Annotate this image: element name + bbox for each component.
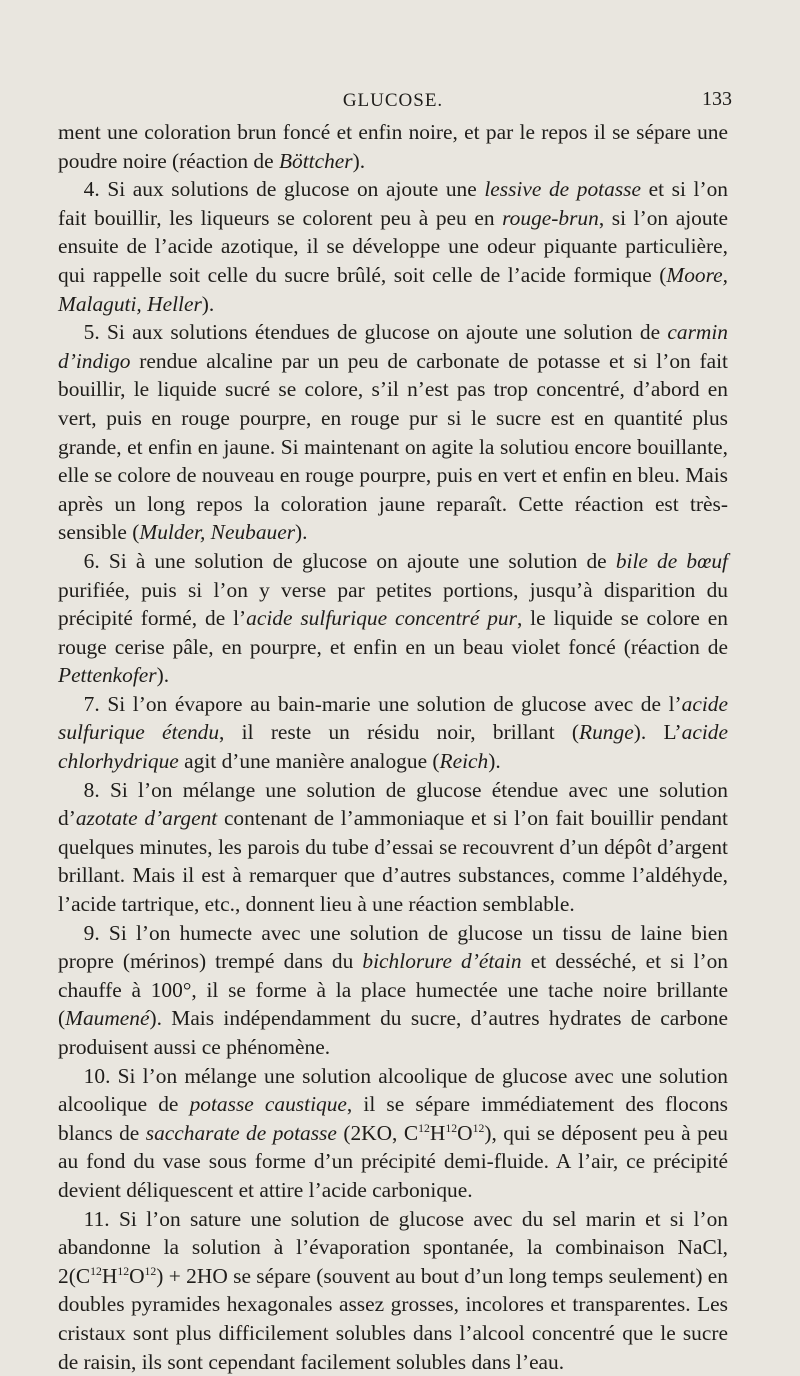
superscript: 12 (445, 1121, 458, 1135)
italic-text: acide chlorhydrique (58, 720, 728, 774)
text-run: 5. Si aux solutions étendues de glucose on ajoute une solution de (83, 320, 668, 345)
italic-text: saccharate de potasse (145, 1120, 337, 1145)
text-run: 6. Si à une solution de glucose on ajoute une solution de (83, 548, 616, 573)
text-run: ). L’ (633, 720, 682, 745)
text-run: , il se sépare immédiatement des flocons blancs de (58, 1092, 729, 1145)
text-run: ). (295, 520, 308, 545)
paragraph (58, 547, 728, 690)
paragraph (58, 919, 728, 1062)
italic-text: carmin d’indigo (58, 320, 728, 373)
text-run: ), qui se déposent peu à peu au fond du vase sous forme d’un précipité demi-fluide. A l’air, ce précipité devient déliquescent et attire l’acide carbonique. (58, 1120, 729, 1202)
superscript: 12 (90, 1264, 102, 1278)
italic-text: bichlorure d’étain (362, 949, 522, 974)
text-run: ). (201, 291, 215, 316)
text-run: , le liquide se colore en rouge cerise pâle, en pourpre, et enfin en un beau violet foncé (réaction de (58, 606, 729, 659)
text-run: et si l’on fait bouillir, les liqueurs se colorent peu à peu en (58, 177, 728, 230)
page-header (58, 0, 732, 118)
paragraph (58, 118, 728, 175)
paragraph (58, 776, 728, 919)
italic-text: Maumené (65, 1006, 150, 1031)
italic-text: Runge (579, 720, 634, 745)
paragraph (58, 175, 728, 318)
italic-text: lessive de potasse (484, 177, 641, 202)
text-run: agit d’une manière analogue ( (178, 749, 440, 774)
text-run: H (429, 1120, 446, 1145)
superscript: 12 (472, 1121, 485, 1135)
superscript: 12 (418, 1121, 430, 1135)
text-run: et desséché, et si l’on chauffe à 100°, il se forme à la place humectée une tache noire brillante ( (58, 949, 729, 1031)
paragraph (58, 690, 728, 776)
text-run: H (101, 1263, 118, 1288)
italic-text: Reich (439, 749, 489, 774)
paragraph (58, 318, 728, 547)
italic-text: Pettenkofer (58, 663, 157, 688)
superscript: 12 (117, 1264, 130, 1278)
text-run: purifiée, puis si l’on y verse par petites portions, jusqu’à disparition du précipité formé, de l’ (58, 577, 728, 631)
running-title: GLUCOSE. (342, 90, 444, 111)
italic-text: Böttcher (278, 148, 353, 173)
text-run: rendue alcaline par un peu de carbonate de potasse et si l’on fait bouillir, le liquide sucré se colore, s’il n’est pas trop concentré, d’abord en vert, puis en rouge pourpre, en rouge pur si le sucre est en quantité plus grande, et enfin en jaune. Si maintenant on agite la solutiou encore bouillante, elle se colore de nouveau en rouge pourpre, puis en vert et enfin en bleu. Mais après un long repos la coloration jaune reparaît. Cette réaction est très-sensible ( (58, 348, 728, 545)
text-run: ) + 2HO se sépare (souvent au bout d’un long temps seulement) en doubles pyramides hexagonales assez grosses, incolores et transparentes. Les cristaux sont plus difficilement solubles dans l’alcool concentré que le sucre de raisin, ils sont cependant facilement solubles dans l’eau. (58, 1263, 728, 1374)
text-run: ). (156, 663, 170, 688)
text-run: contenant de l’ammoniaque et si l’on fait bouillir pendant quelques minutes, les parois du tube d’essai se recouvrent d’un dépôt d’argent brillant. Mais il est à remarquer que d’autres substances, comme l’aldéhyde, l’acide tartrique, etc., donnent lieu à une réaction semblable. (58, 806, 728, 917)
italic-text: Moore, Malaguti, Heller (58, 262, 728, 316)
superscript: 12 (144, 1264, 157, 1278)
text-run: O (457, 1120, 473, 1145)
paragraph (58, 1205, 728, 1376)
text-run: ). (488, 749, 501, 774)
body-text (58, 118, 728, 1376)
text-run: 10. Si l’on mélange une solution alcoolique de glucose avec une solution alcoolique de (58, 1063, 728, 1117)
text-run: 4. Si aux solutions de glucose on ajoute une (83, 177, 485, 202)
text-run: , il reste un résidu noir, brillant ( (219, 720, 580, 745)
page-number: 133 (702, 88, 732, 110)
text-run: 9. Si l’on humecte avec une solution de glucose un tissu de laine bien propre (mérinos) trempé dans du (58, 920, 728, 974)
italic-text: azotate d’argent (75, 806, 218, 831)
italic-text: Mulder, Neubauer (139, 520, 296, 545)
text-run: ). Mais indépendamment du sucre, d’autres hydrates de carbone produisent aussi ce phénomène. (58, 1006, 728, 1059)
italic-text: acide sulfurique concentré pur (246, 606, 517, 631)
italic-text: bile de bœuf (615, 548, 728, 573)
italic-text: rouge-brun (502, 205, 599, 230)
text-run: 7. Si l’on évapore au bain-marie une solution de glucose avec de l’ (83, 691, 682, 716)
italic-text: potasse caustique (189, 1092, 347, 1117)
text-run: , si l’on ajoute ensuite de l’acide azotique, il se développe une odeur piquante particulière, qui rappelle soit celle du sucre brûlé, soit celle de l’acide formique ( (58, 205, 728, 287)
text-run: 8. Si l’on mélange une solution de glucose étendue avec une solution d’ (58, 777, 728, 831)
text-run: 11. Si l’on sature une solution de glucose avec du sel marin et si l’on abandonne la solution à l’évaporation spontanée, la combinaison NaCl, 2(C (58, 1206, 728, 1288)
text-run: ). (352, 148, 366, 173)
paragraph (58, 1062, 728, 1205)
text-run: ment une coloration brun foncé et enfin noire, et par le repos il se sépare une poudre noire (réaction de (58, 120, 728, 173)
text-run: O (129, 1263, 145, 1288)
text-run: (2KO, C (336, 1120, 419, 1145)
italic-text: acide sulfurique étendu (58, 691, 728, 745)
